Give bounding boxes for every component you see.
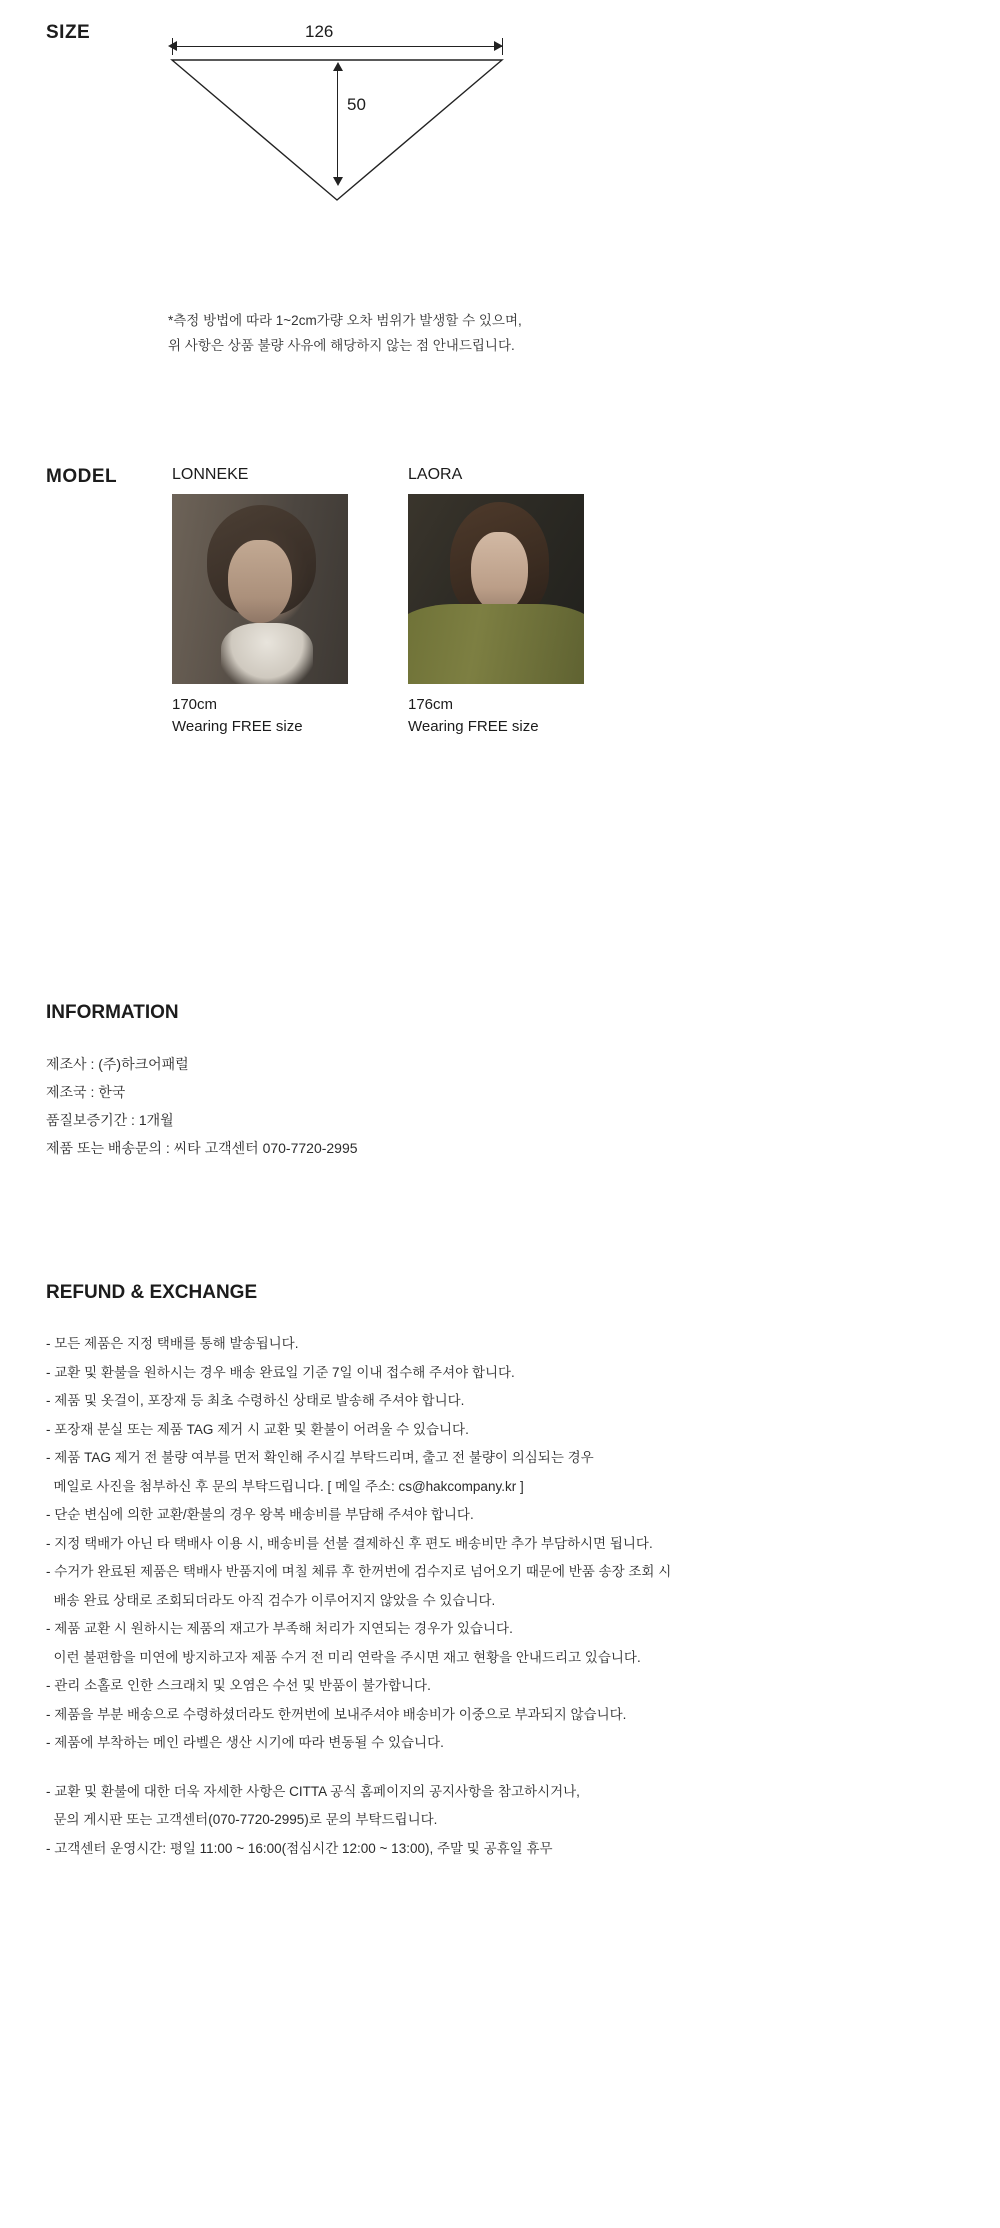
height-value: 50 bbox=[347, 95, 366, 114]
photo-face-shape bbox=[471, 532, 527, 612]
model-photo-image bbox=[408, 494, 584, 684]
height-arrow-down-icon bbox=[333, 177, 343, 186]
information-line: 제조국 : 한국 bbox=[46, 1084, 126, 1100]
refund-line: - 제품 TAG 제거 전 불량 여부를 먼저 확인해 주시길 부탁드리며, 출고 전 불량이 의심되는 경우 bbox=[46, 1450, 594, 1465]
refund-line: - 지정 택배가 아닌 타 택배사 이용 시, 배송비를 선불 결제하신 후 편도 배송비만 추가 부담하시면 됩니다. bbox=[46, 1535, 653, 1551]
refund-line: 문의 게시판 또는 고객센터(070-7720-2995)로 문의 부탁드립니다. bbox=[46, 1812, 438, 1827]
refund-line: - 제품을 부분 배송으로 수령하셨더라도 한꺼번에 보내주셔야 배송비가 이중으로 부과되지 않습니다. bbox=[46, 1706, 627, 1722]
size-diagram bbox=[150, 22, 570, 212]
information-line: 품질보증기간 : 1개월 bbox=[46, 1112, 174, 1128]
refund-line: - 단순 변심에 의한 교환/환불의 경우 왕복 배송비를 부담해 주셔야 합니다. bbox=[46, 1507, 474, 1522]
height-dimension-line bbox=[337, 66, 338, 184]
model-caption bbox=[408, 694, 584, 738]
refund-exchange-section bbox=[46, 1282, 966, 1863]
model-photo bbox=[172, 494, 348, 684]
refund-line: - 제품 및 옷걸이, 포장재 등 최초 수령하신 상태로 발송해 주셔야 합니다. bbox=[46, 1393, 465, 1408]
triangle-shape-icon bbox=[150, 52, 570, 222]
model-photo-image bbox=[172, 494, 348, 684]
refund-line: - 관리 소홀로 인한 스크래치 및 오염은 수선 및 반품이 불가합니다. bbox=[46, 1678, 431, 1693]
model-card-2 bbox=[408, 466, 584, 738]
information-line: 제품 또는 배송문의 : 씨타 고객센터 070-7720-2995 bbox=[46, 1140, 358, 1156]
refund-line: - 포장재 분실 또는 제품 TAG 제거 시 교환 및 환불이 어려울 수 있습니다. bbox=[46, 1421, 469, 1437]
width-tick-right bbox=[502, 38, 503, 55]
size-note bbox=[168, 308, 522, 358]
size-note-line-1: *측정 방법에 따라 1~2cm가량 오차 범위가 발생할 수 있으며, bbox=[168, 313, 522, 328]
refund-line: - 교환 및 환불에 대한 더욱 자세한 사항은 CITTA 공식 홈페이지의 공지사항을 참고하시거나, bbox=[46, 1783, 580, 1799]
size-note-line-2: 위 사항은 상품 불량 사유에 해당하지 않는 점 안내드립니다. bbox=[168, 338, 515, 353]
information-section bbox=[46, 1002, 946, 1162]
width-dimension-line bbox=[172, 46, 502, 47]
model-card-1 bbox=[172, 466, 348, 738]
width-tick-left bbox=[172, 38, 173, 55]
model-height: 176cm bbox=[408, 696, 454, 713]
information-line: 제조사 : (주)하크어패럴 bbox=[46, 1056, 189, 1072]
width-value: 126 bbox=[305, 22, 334, 41]
refund-line: - 수거가 완료된 제품은 택배사 반품지에 며칠 체류 후 한꺼번에 검수지로 넘어오기 때문에 반품 송장 조회 시 bbox=[46, 1564, 672, 1579]
model-name: LAORA bbox=[408, 466, 463, 483]
refund-line: - 고객센터 운영시간: 평일 11:00 ~ 16:00(점심시간 12:00 ~ 13:00), 주말 및 공휴일 휴무 bbox=[46, 1840, 553, 1856]
height-arrow-up-icon bbox=[333, 62, 343, 71]
model-photo bbox=[408, 494, 584, 684]
refund-line: 이런 불편함을 미연에 방지하고자 제품 수거 전 미리 연락을 주시면 재고 현황을 안내드리고 있습니다. bbox=[46, 1649, 641, 1665]
size-heading: SIZE bbox=[46, 22, 91, 43]
photo-face-shape bbox=[228, 540, 291, 624]
refund-line: 배송 완료 상태로 조회되더라도 아직 검수가 이루어지지 않았을 수 있습니다. bbox=[46, 1592, 496, 1608]
photo-jacket-shape bbox=[408, 604, 584, 684]
model-caption bbox=[172, 694, 348, 738]
model-height: 170cm bbox=[172, 696, 218, 713]
refund-line: 메일로 사진을 첨부하신 후 문의 부탁드립니다. [ 메일 주소: cs@hakcompany.kr ] bbox=[46, 1478, 524, 1494]
model-heading: MODEL bbox=[46, 466, 118, 487]
refund-line: - 제품 교환 시 원하시는 제품의 재고가 부족해 처리가 지연되는 경우가 있습니다. bbox=[46, 1621, 513, 1636]
model-wearing: Wearing FREE size bbox=[408, 718, 539, 735]
refund-spacer bbox=[46, 1758, 966, 1778]
refund-line: - 제품에 부착하는 메인 라벨은 생산 시기에 따라 변동될 수 있습니다. bbox=[46, 1735, 444, 1750]
information-heading: INFORMATION bbox=[46, 1002, 179, 1023]
refund-line: - 교환 및 환불을 원하시는 경우 배송 완료일 기준 7일 이내 접수해 주셔야 합니다. bbox=[46, 1364, 515, 1380]
refund-line: - 모든 제품은 지정 택배를 통해 발송됩니다. bbox=[46, 1336, 299, 1351]
refund-heading: REFUND & EXCHANGE bbox=[46, 1282, 258, 1303]
model-name: LONNEKE bbox=[172, 466, 249, 483]
model-wearing: Wearing FREE size bbox=[172, 718, 303, 735]
